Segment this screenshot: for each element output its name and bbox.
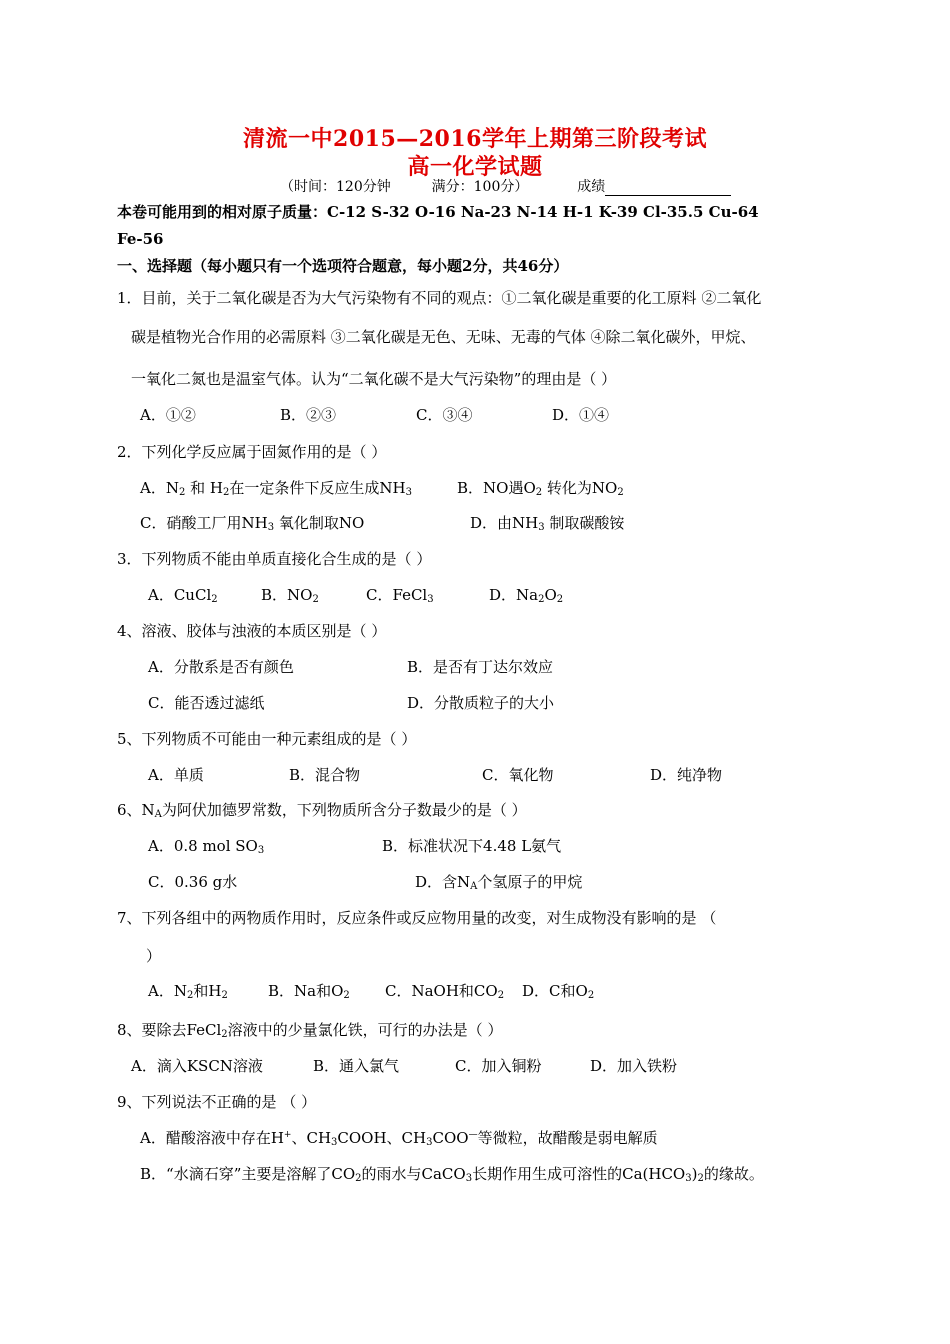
exam-info: [280, 176, 731, 196]
score-label: 成绩: [577, 179, 606, 195]
q6-option-c[interactable]: C．0.36 g水: [148, 873, 238, 891]
q6-stem: 6、$N_A$为阿伏加德罗常数，下列物质所含分子数最少的是（ ）: [117, 801, 527, 820]
q1-line3: 一氧化二氮也是温室气体。认为“二氧化碳不是大气污染物”的理由是（ ）: [131, 370, 617, 388]
q7-line1: 7、下列各组中的两物质作用时，反应条件或反应物用量的改变，对生成物没有影响的是 （: [117, 909, 717, 927]
q8-option-a[interactable]: A．滴入KSCN溶液: [131, 1057, 263, 1075]
q3-option-d[interactable]: D．$Na_2O_2$: [489, 586, 564, 605]
q4-option-d[interactable]: D．分散质粒子的大小: [407, 694, 555, 712]
q3-option-a[interactable]: A．CuCl$_2$: [148, 586, 218, 605]
q7-option-d[interactable]: D．C和$O_2$: [522, 982, 595, 1001]
exam-full-score: 满分：100分）: [431, 179, 529, 195]
q7-option-a[interactable]: A．$N_2$和$H_2$: [148, 982, 228, 1001]
q6-option-d[interactable]: D．含$N_A$个氢原子的甲烷: [415, 873, 583, 892]
q3-option-c[interactable]: C．FeCl$_3$: [366, 586, 434, 605]
section1-heading: 一、选择题（每小题只有一个选项符合题意，每小题2分，共46分）: [117, 257, 569, 275]
q2-option-c[interactable]: C．硝酸工厂用$NH_3$ 氧化制取NO: [140, 514, 365, 533]
q1-line1: 1．目前，关于二氧化碳是否为大气污染物有不同的观点：①二氧化碳是重要的化工原料 ②二氧化: [117, 289, 762, 307]
q2-option-b[interactable]: B．NO遇$O_2$ 转化为$NO_2$: [457, 479, 624, 498]
exam-time: （时间：120分钟: [280, 179, 391, 195]
q1-option-c[interactable]: C．③④: [416, 406, 473, 424]
atomic-masses-line1: 本卷可能用到的相对原子质量：C-12 S-32 O-16 Na-23 N-14 H-1 K-39 Cl-35.5 Cu-64: [117, 203, 759, 221]
q8-option-c[interactable]: C．加入铜粉: [455, 1057, 542, 1075]
q8-stem: 8、要除去FeCl$_2$溶液中的少量氯化铁，可行的办法是（ ）: [117, 1021, 503, 1040]
q4-stem: 4、溶液、胶体与浊液的本质区别是（ ）: [117, 622, 387, 640]
q7-line2: ）: [146, 947, 162, 965]
q4-option-c[interactable]: C．能否透过滤纸: [148, 694, 265, 712]
q2-stem: 2．下列化学反应属于固氮作用的是（ ）: [117, 443, 387, 461]
q8-option-d[interactable]: D．加入铁粉: [590, 1057, 678, 1075]
q9-option-a[interactable]: A．醋酸溶液中存在H+、$CH_3COOH$、$CH_3COO^—$等微粒，故醋酸是弱电解质: [140, 1129, 658, 1148]
q9-option-b[interactable]: B．“水滴石穿”主要是溶解了$CO_2$的雨水与CaCO$_3$长期作用生成可溶性的$Ca(HCO_3)_2$的缘故。: [140, 1165, 764, 1184]
q9-stem: 9、下列说法不正确的是 （ ）: [117, 1093, 317, 1111]
atomic-masses-line2: Fe-56: [117, 230, 164, 248]
q4-option-a[interactable]: A．分散系是否有颜色: [148, 658, 294, 676]
exam-subtitle: 高一化学试题: [407, 154, 543, 180]
q2-option-a[interactable]: A．$N_2$ 和 $H_2$在一定条件下反应生成$NH_3$: [140, 479, 412, 498]
q7-option-b[interactable]: B．Na和$O_2$: [268, 982, 350, 1001]
q3-option-b[interactable]: B．$NO_2$: [261, 586, 319, 605]
q2-option-d[interactable]: D．由$NH_3$ 制取碳酸铵: [470, 514, 625, 533]
exam-title: 清流一中2015—2016学年上期第三阶段考试: [243, 126, 707, 152]
q8-option-b[interactable]: B．通入氯气: [313, 1057, 400, 1075]
q4-option-b[interactable]: B．是否有丁达尔效应: [407, 658, 554, 676]
score-blank[interactable]: [605, 181, 731, 196]
q5-option-d[interactable]: D．纯净物: [650, 766, 723, 784]
q6-option-a[interactable]: A．0.8 mol $SO_3$: [148, 837, 265, 856]
q3-stem: 3．下列物质不能由单质直接化合生成的是（ ）: [117, 550, 432, 568]
q5-option-a[interactable]: A．单质: [148, 766, 204, 784]
q5-stem: 5、下列物质不可能由一种元素组成的是（ ）: [117, 730, 417, 748]
q5-option-c[interactable]: C．氧化物: [482, 766, 554, 784]
q1-option-d[interactable]: D．①④: [552, 406, 610, 424]
q7-option-c[interactable]: C．NaOH和$CO_2$: [385, 982, 505, 1001]
q1-option-a[interactable]: A．①②: [140, 406, 196, 424]
q5-option-b[interactable]: B．混合物: [289, 766, 361, 784]
q6-option-b[interactable]: B．标准状况下4.48 L氨气: [382, 837, 562, 855]
q1-line2: 碳是植物光合作用的必需原料 ③二氧化碳是无色、无味、无毒的气体 ④除二氧化碳外，甲烷、: [131, 328, 756, 346]
q1-option-b[interactable]: B．②③: [280, 406, 337, 424]
